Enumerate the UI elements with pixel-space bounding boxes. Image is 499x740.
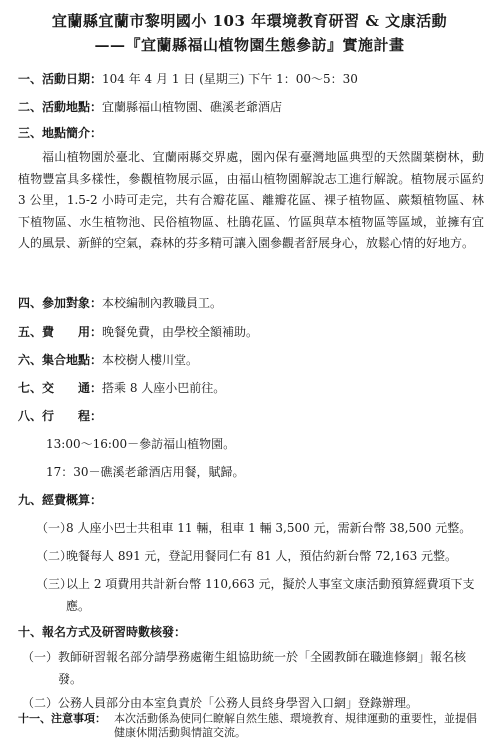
section-date [18, 70, 358, 87]
section-schedule-heading: 八、行 程： [18, 409, 103, 423]
section-schedule [18, 407, 102, 424]
section-location [18, 98, 282, 115]
registration-item [22, 646, 480, 690]
schedule-item: 17：30－礁溪老爺酒店用餐，賦歸。 [46, 465, 245, 479]
budget-item-text: 8 人座小巴士共租車 11 輛，租車 1 輛 3,500 元，需新台幣 38,500 元整。 [66, 521, 472, 535]
title-line-1: 宜蘭縣宜蘭市黎明國小 103 年環境教育研習 & 文康活動 [51, 12, 448, 30]
section-location-body: 宜蘭縣福山植物園、礁溪老爺酒店 [102, 100, 283, 114]
schedule-item: 13:00～16:00－參訪福山植物園。 [46, 437, 236, 451]
section-intro-body: 福山植物園於臺北、宜蘭兩縣交界處，園內保有臺灣地區典型的天然闊葉樹林，動植物豐富具多樣性，參觀植物展示區，由福山植物園解說志工進行解說。植物展示區約 3 公里，1.5-2 小時可走完，共有合瓣花區、離瓣花區、裸子植物區、蕨類植物區、林下植物區、水生植物池、民俗植物區、杜鵑花區、竹區與草本植物區等區域，並擁有宜人的風景、新鮮的空氣，森林的芬多精可讓入園參觀者舒展身心，放鬆心情的好地方。 [18, 150, 484, 250]
registration-item [22, 692, 480, 714]
section-fee [18, 323, 258, 340]
section-notes-heading: 十一、注意事項： [18, 712, 106, 725]
section-fee-body: 晚餐免費，由學校全額補助。 [102, 325, 259, 339]
section-registration [18, 623, 186, 640]
section-participants [18, 294, 222, 311]
section-registration-heading: 十、報名方式及研習時數核發： [18, 625, 187, 639]
section-participants-body: 本校編制內教職員工。 [102, 296, 223, 310]
section-date-heading: 一、活動日期： [18, 72, 103, 86]
budget-item-text: 晚餐每人 891 元，登記用餐同仁有 81 人，預估約新台幣 72,163 元整。 [66, 549, 458, 563]
section-meeting-point-body: 本校樹人樓川堂。 [102, 353, 199, 367]
title-line-2: ——『宜蘭縣福山植物園生態參訪』實施計畫 [94, 36, 405, 54]
section-meeting-point-heading: 六、集合地點： [18, 353, 103, 367]
section-transport-heading: 七、交 通： [18, 381, 103, 395]
registration-item-number: （二） [22, 696, 59, 710]
budget-item [36, 517, 480, 539]
section-location-heading: 二、活動地點： [18, 100, 103, 114]
budget-item [36, 573, 480, 617]
section-intro [18, 124, 102, 141]
section-budget [18, 491, 102, 508]
section-meeting-point [18, 351, 198, 368]
section-transport-body: 搭乘 8 人座小巴前往。 [102, 381, 226, 395]
section-budget-heading: 九、經費概算： [18, 493, 103, 507]
section-notes-body: 本次活動係為使同仁瞭解自然生態、環境教育、規律運動的重要性，並提倡健康休閒活動與情誼交流。 [114, 712, 477, 739]
budget-item-number: （一） [36, 521, 73, 535]
section-fee-heading: 五、費 用： [18, 325, 103, 339]
registration-item-text: 教師研習報名部分請學務處衛生組協助統一於「全國教師在職進修網」報名核發。 [58, 650, 467, 686]
section-intro-heading: 三、地點簡介： [18, 126, 103, 140]
registration-item-number: （一） [22, 650, 59, 664]
section-transport [18, 379, 225, 396]
registration-item-text: 公務人員部分由本室負責於「公務人員終身學習入口網」登錄辦理。 [58, 696, 419, 710]
budget-item-number: （二） [36, 549, 73, 563]
section-participants-heading: 四、參加對象： [18, 296, 103, 310]
section-date-body: 104 年 4 月 1 日 (星期三) 下午 1：00～5：30 [102, 72, 358, 86]
budget-item-text: 以上 2 項費用共計新台幣 110,663 元，擬於人事室文康活動預算經費項下支應。 [66, 577, 475, 613]
budget-item-number: （三） [36, 577, 73, 591]
budget-item [36, 545, 480, 567]
